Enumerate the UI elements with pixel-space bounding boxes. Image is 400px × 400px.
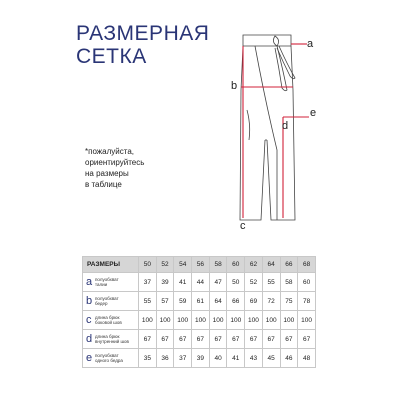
table-cell: 67 xyxy=(192,330,210,349)
row-description xyxy=(95,334,129,344)
row-description xyxy=(95,296,119,306)
table-header-row xyxy=(83,257,316,273)
table-cell: 100 xyxy=(280,311,298,330)
table-cell: 67 xyxy=(209,330,227,349)
desc-line: полуобхват xyxy=(95,353,119,358)
size-header: 68 xyxy=(298,257,316,273)
row-letter: c xyxy=(86,314,92,326)
table-cell: 36 xyxy=(156,349,174,368)
table-cell: 100 xyxy=(139,311,157,330)
size-header: 64 xyxy=(262,257,280,273)
header-label: РАЗМЕРЫ xyxy=(83,257,139,273)
row-letter: a xyxy=(86,276,93,288)
table-cell: 41 xyxy=(227,349,245,368)
table-cell: 67 xyxy=(245,330,263,349)
table-cell: 57 xyxy=(156,292,174,311)
size-header: 60 xyxy=(227,257,245,273)
table-cell: 50 xyxy=(227,273,245,292)
table-cell: 39 xyxy=(156,273,174,292)
table-cell: 48 xyxy=(298,349,316,368)
row-description xyxy=(95,315,122,325)
size-header: 50 xyxy=(139,257,157,273)
table-cell: 37 xyxy=(174,349,192,368)
desc-line: полуобхват xyxy=(95,277,119,282)
table-cell: 39 xyxy=(192,349,210,368)
table-cell: 100 xyxy=(227,311,245,330)
label-d: d xyxy=(282,120,289,132)
table-cell: 52 xyxy=(245,273,263,292)
size-header: 58 xyxy=(209,257,227,273)
table-cell: 55 xyxy=(139,292,157,311)
table-cell: 100 xyxy=(174,311,192,330)
row-label xyxy=(83,292,139,311)
note-line-4: в таблице xyxy=(85,180,122,189)
note-line-2: ориентируйтесь xyxy=(85,158,145,167)
table-cell: 40 xyxy=(209,349,227,368)
table-cell: 67 xyxy=(280,330,298,349)
size-note xyxy=(85,146,175,190)
table-row xyxy=(83,273,316,292)
measure-lines xyxy=(241,44,309,218)
table-cell: 55 xyxy=(262,273,280,292)
table-row xyxy=(83,292,316,311)
table-cell: 67 xyxy=(156,330,174,349)
table-cell: 59 xyxy=(174,292,192,311)
row-description xyxy=(95,277,119,287)
title-line-1: РАЗМЕРНАЯ xyxy=(76,22,210,45)
desc-line: одного бедра xyxy=(95,358,123,363)
note-line-3: на размеры xyxy=(85,169,129,178)
size-header: 54 xyxy=(174,257,192,273)
size-header: 62 xyxy=(245,257,263,273)
table-cell: 60 xyxy=(298,273,316,292)
row-label xyxy=(83,349,139,368)
desc-line: внутренний шов xyxy=(95,339,129,344)
table-cell: 100 xyxy=(156,311,174,330)
table-cell: 47 xyxy=(209,273,227,292)
title-line-2: СЕТКА xyxy=(76,45,147,68)
desc-line: талии xyxy=(95,282,108,287)
trousers-diagram xyxy=(225,30,325,235)
table-cell: 75 xyxy=(280,292,298,311)
table-cell: 66 xyxy=(227,292,245,311)
desc-line: длина брюк xyxy=(95,334,120,339)
label-c: c xyxy=(240,220,246,232)
table-cell: 61 xyxy=(192,292,210,311)
table-cell: 37 xyxy=(139,273,157,292)
table-cell: 67 xyxy=(262,330,280,349)
table-cell: 44 xyxy=(192,273,210,292)
page-title xyxy=(76,22,209,68)
row-letter: e xyxy=(86,352,93,364)
row-label xyxy=(83,330,139,349)
table-row xyxy=(83,330,316,349)
table-cell: 43 xyxy=(245,349,263,368)
table-cell: 67 xyxy=(174,330,192,349)
table-cell: 78 xyxy=(298,292,316,311)
table-cell: 72 xyxy=(262,292,280,311)
table-cell: 45 xyxy=(262,349,280,368)
table-cell: 41 xyxy=(174,273,192,292)
table-row xyxy=(83,349,316,368)
table-cell: 67 xyxy=(139,330,157,349)
table-cell: 100 xyxy=(192,311,210,330)
size-table xyxy=(82,256,316,380)
size-header: 66 xyxy=(280,257,298,273)
table-cell: 100 xyxy=(298,311,316,330)
table-cell: 100 xyxy=(209,311,227,330)
table-cell: 100 xyxy=(262,311,280,330)
desc-line: бедер xyxy=(95,301,108,306)
size-header: 52 xyxy=(156,257,174,273)
table-cell: 67 xyxy=(227,330,245,349)
size-header: 56 xyxy=(192,257,210,273)
row-label xyxy=(83,273,139,292)
table-cell: 100 xyxy=(245,311,263,330)
note-line-1: *пожалуйста, xyxy=(85,147,134,156)
row-label xyxy=(83,311,139,330)
table-row xyxy=(83,311,316,330)
size-grid xyxy=(82,256,316,368)
label-b: b xyxy=(231,80,238,92)
row-letter: b xyxy=(86,295,93,307)
desc-line: полуобхват xyxy=(95,296,119,301)
row-letter: d xyxy=(86,333,93,345)
table-cell: 67 xyxy=(298,330,316,349)
table-cell: 35 xyxy=(139,349,157,368)
label-a: a xyxy=(307,38,314,50)
desc-line: боковой шов xyxy=(95,320,122,325)
row-description xyxy=(95,353,123,363)
table-cell: 46 xyxy=(280,349,298,368)
table-cell: 64 xyxy=(209,292,227,311)
table-cell: 58 xyxy=(280,273,298,292)
label-e: e xyxy=(310,107,317,119)
table-cell: 69 xyxy=(245,292,263,311)
desc-line: длина брюк xyxy=(95,315,120,320)
